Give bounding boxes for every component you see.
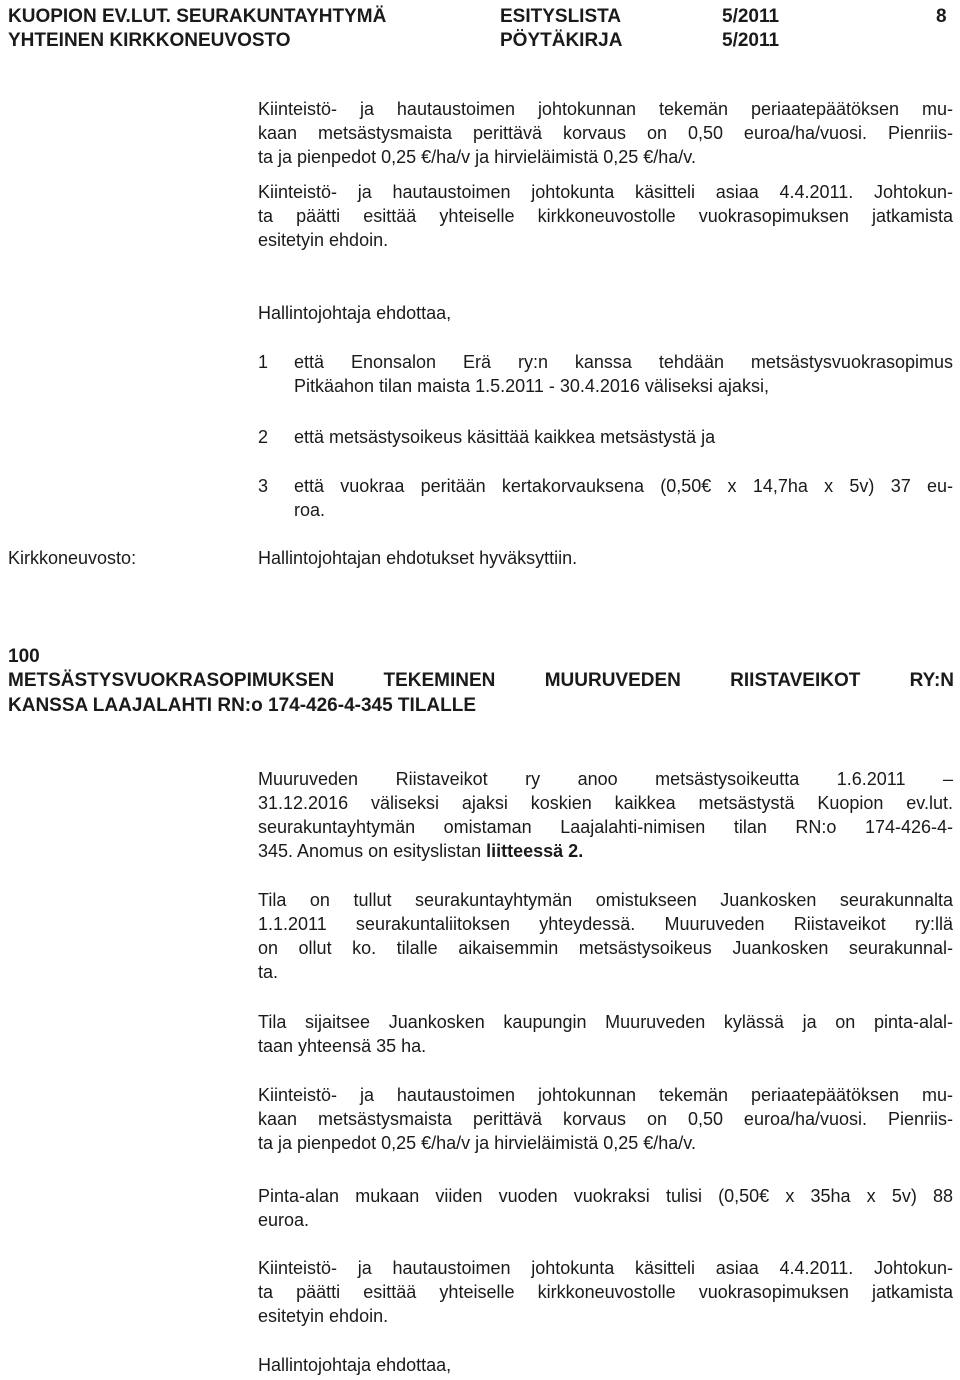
meeting-number-minutes: 5/2011	[722, 30, 780, 51]
doc-type-agenda: ESITYSLISTA	[500, 6, 622, 27]
decision-text: Hallintojohtajan ehdotukset hyväksyttiin.	[258, 548, 578, 568]
attachment-reference: liitteessä 2.	[486, 841, 584, 861]
proposal-item: että metsästysoikeus käsittää kaikkea metsästystä ja	[294, 427, 716, 447]
location-paragraph: Tila sijaitsee Juankosken kaupungin Muuruveden kylässä ja on pinta-alal- taan yhteensä 35 ha.	[258, 1012, 953, 1056]
proposal-item-number: 3	[258, 476, 269, 496]
page-number: 8	[936, 6, 947, 27]
doc-type-minutes: PÖYTÄKIRJA	[500, 30, 623, 51]
proposal-item-number: 1	[258, 352, 269, 372]
decision-label: Kirkkoneuvosto:	[8, 548, 137, 568]
meeting-number: 5/2011	[722, 6, 780, 27]
council-name: YHTEINEN KIRKKONEUVOSTO	[8, 30, 291, 51]
organization-name: KUOPION EV.LUT. SEURAKUNTAYHTYMÄ	[8, 6, 387, 27]
proposal-item-number: 2	[258, 427, 269, 447]
proposal-intro: Hallintojohtaja ehdottaa,	[258, 1355, 452, 1375]
rent-calculation-paragraph: Pinta-alan mukaan viiden vuoden vuokraksi tulisi (0,50€ x 35ha x 5v) 88 euroa.	[258, 1186, 953, 1230]
ownership-paragraph: Tila on tullut seurakuntayhtymän omistukseen Juankosken seurakunnalta 1.1.2011 seurakuntaliitoksen yhteydessä. Muuruveden Riistaveikot ry:llä on ollut ko. tilalle aikaisemmin metsästysoikeus Juankosken seurakunnal- ta.	[258, 890, 953, 982]
proposal-item: että vuokraa peritään kertakorvauksena (0,50€ x 14,7ha x 5v) 37 eu- roa.	[294, 476, 953, 520]
section-number: 100	[8, 646, 40, 667]
fee-policy-paragraph: Kiinteistö- ja hautaustoimen johtokunnan tekemän periaatepäätöksen mu- kaan metsästysmaista perittävä korvaus on 0,50 euroa/ha/vuosi. Pienriis- ta ja pienpedot 0,25 €/ha/v ja hirvieläimistä 0,25 €/ha/v.	[258, 99, 953, 167]
proposal-intro: Hallintojohtaja ehdottaa,	[258, 303, 452, 323]
fee-policy-paragraph: Kiinteistö- ja hautaustoimen johtokunnan tekemän periaatepäätöksen mu- kaan metsästysmaista perittävä korvaus on 0,50 euroa/ha/vuosi. Pienriis- ta ja pienpedot 0,25 €/ha/v ja hirvieläimistä 0,25 €/ha/v.	[258, 1085, 953, 1153]
section-title: METSÄSTYSVUOKRASOPIMUKSEN TEKEMINEN MUURUVEDEN RIISTAVEIKOT RY:N KANSSA LAAJALAHTI RN:o 174-426-4-345 TILALLE	[8, 670, 954, 716]
board-review-paragraph: Kiinteistö- ja hautaustoimen johtokunta käsitteli asiaa 4.4.2011. Johtokun- ta päätti esittää yhteiselle kirkkoneuvostolle vuokrasopimuksen jatkamista esitetyin ehdoin.	[258, 182, 953, 250]
board-review-paragraph: Kiinteistö- ja hautaustoimen johtokunta käsitteli asiaa 4.4.2011. Johtokun- ta päätti esittää yhteiselle kirkkoneuvostolle vuokrasopimuksen jatkamista esitetyin ehdoin.	[258, 1258, 953, 1326]
application-paragraph: Muuruveden Riistaveikot ry anoo metsästysoikeutta 1.6.2011 – 31.12.2016 väliseksi ajaksi koskien kaikkea metsästystä Kuopion ev.lut. seurakuntayhtymän omistaman Laajalahti-nimisen tilan RN:o 174-426-4- 345. Anomus on esityslistan liitteessä 2.	[258, 769, 953, 861]
proposal-item: että Enonsalon Erä ry:n kanssa tehdään metsästysvuokrasopimus Pitkäahon tilan maista 1.5.2011 - 30.4.2016 väliseksi ajaksi,	[294, 352, 953, 396]
